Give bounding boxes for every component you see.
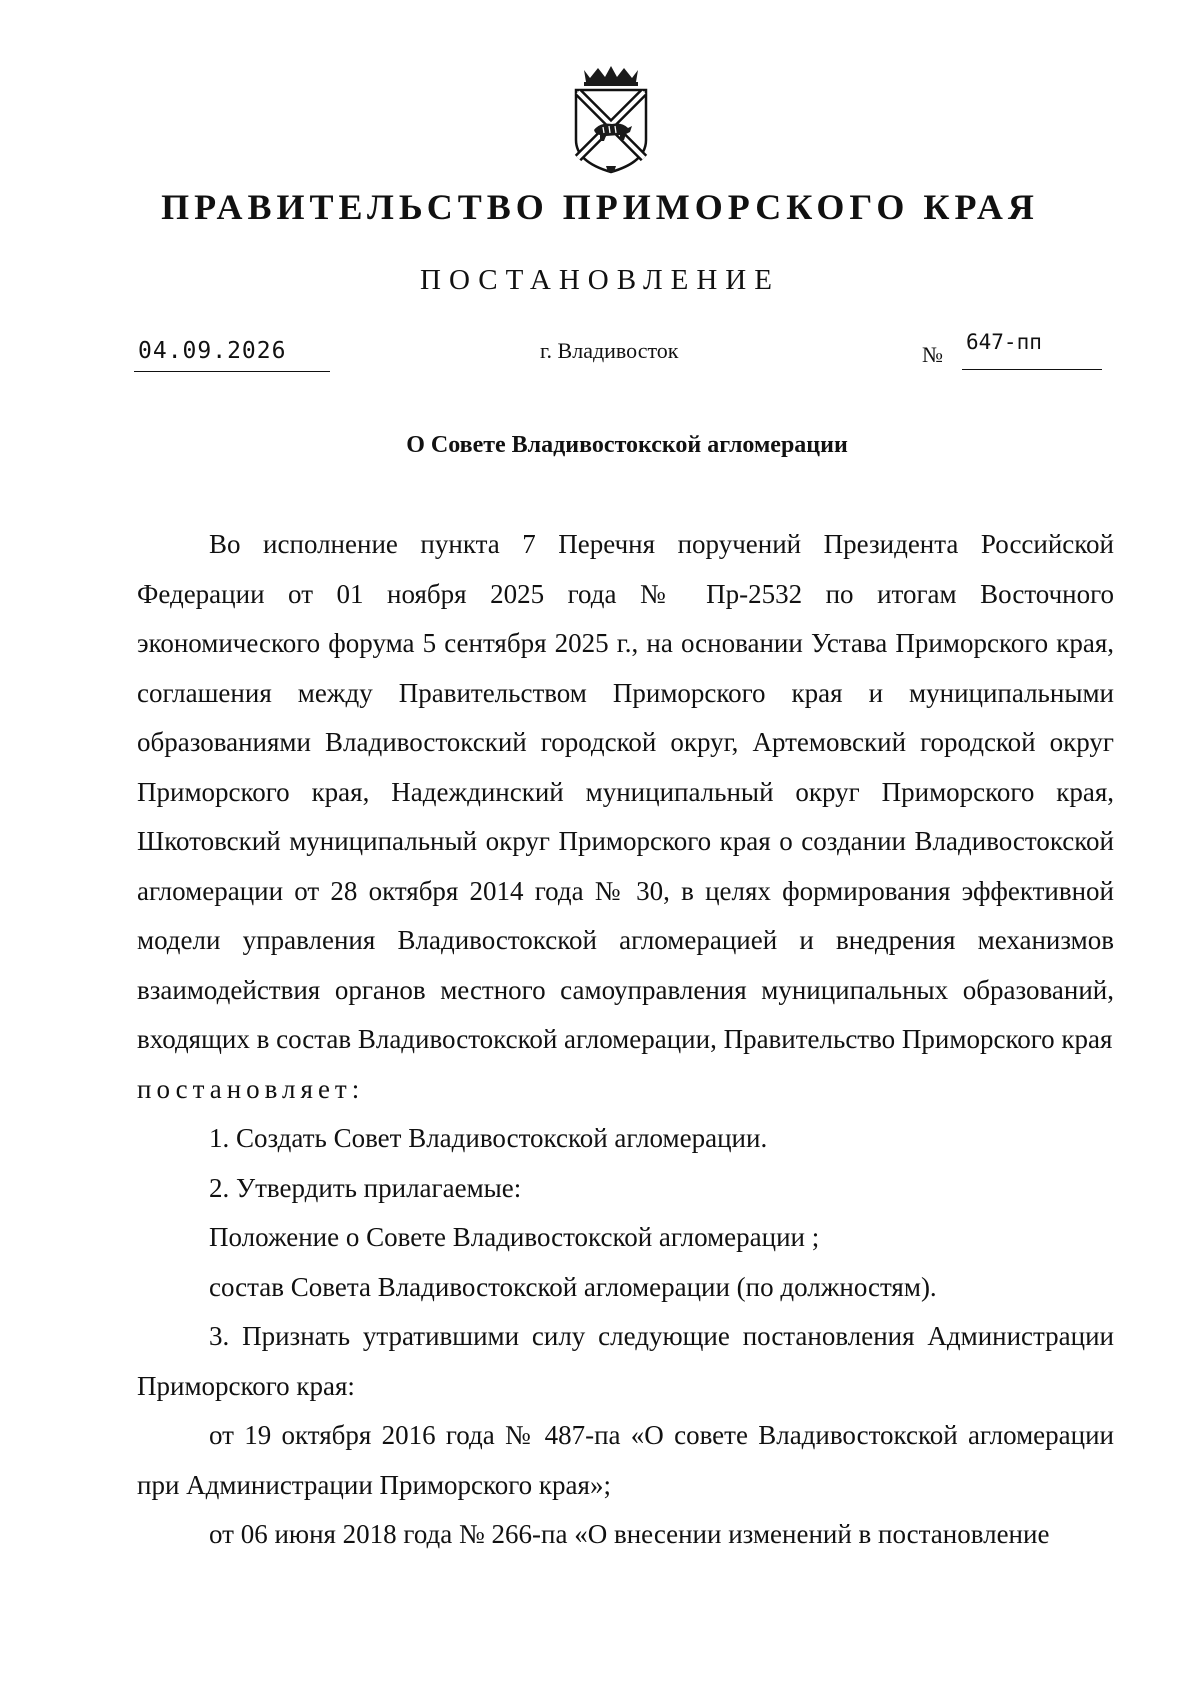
item-3-b: от 06 июня 2018 года № 266-па «О внесении изменений в постановление xyxy=(209,1519,1050,1549)
date-value: 04.09.2026 xyxy=(138,338,287,364)
government-title: ПРАВИТЕЛЬСТВО ПРИМОРСКОГО КРАЯ xyxy=(161,187,1039,227)
number-underline xyxy=(962,369,1102,370)
document-body xyxy=(137,520,1114,1560)
item-1: 1. Создать Совет Владивостокской агломерации. xyxy=(209,1123,768,1153)
item-2: 2. Утвердить прилагаемые: xyxy=(209,1172,522,1203)
item-3-a: от 19 октября 2016 года № 487-па «О совете Владивостокской агломерации при Администрации Приморского края»; xyxy=(137,1420,1114,1500)
date-underline xyxy=(134,371,330,372)
resolves-word: постановляет: xyxy=(137,1073,365,1104)
item-3: 3. Признать утратившими силу следующие постановления Администрации Приморского края: xyxy=(137,1321,1114,1401)
issue-city: г. Владивосток xyxy=(540,338,679,363)
document-subject: О Совете Владивостокской агломерации xyxy=(406,432,848,458)
number-sign: № xyxy=(922,342,943,367)
primorsky-coat-of-arms-icon xyxy=(570,66,652,174)
document-date xyxy=(134,338,330,372)
document-type: ПОСТАНОВЛЕНИЕ xyxy=(420,264,780,296)
document-number xyxy=(922,330,1102,370)
number-value: 647-пп xyxy=(966,330,1042,354)
preamble-paragraph: Во исполнение пункта 7 Перечня поручений Президента Российской Федерации от 01 ноября 2025 года № Пр-2532 по итогам Восточного экономического форума 5 сентября 2025 г., на основании Устава Приморского края, соглашения между Правительством Приморского края и муниципальными образованиями Владивостокский городской округ, Артемовский городской округ Приморского края, Надеждинский муниципальный округ Приморского края, Шкотовский муниципальный округ Приморского края о создании Владивостокской агломерации от 28 октября 2014 года № 30, в целях формирования эффективной модели управления Владивостокской агломерацией и внедрения механизмов взаимодействия органов местного самоуправления муниципальных образований, входящих в состав Владивостокской агломерации, Правительство Приморского края xyxy=(137,529,1114,1054)
item-2-a: Положение о Совете Владивостокской агломерации ; xyxy=(209,1222,820,1252)
item-2-b: состав Совета Владивостокской агломерации (по должностям). xyxy=(209,1271,937,1302)
